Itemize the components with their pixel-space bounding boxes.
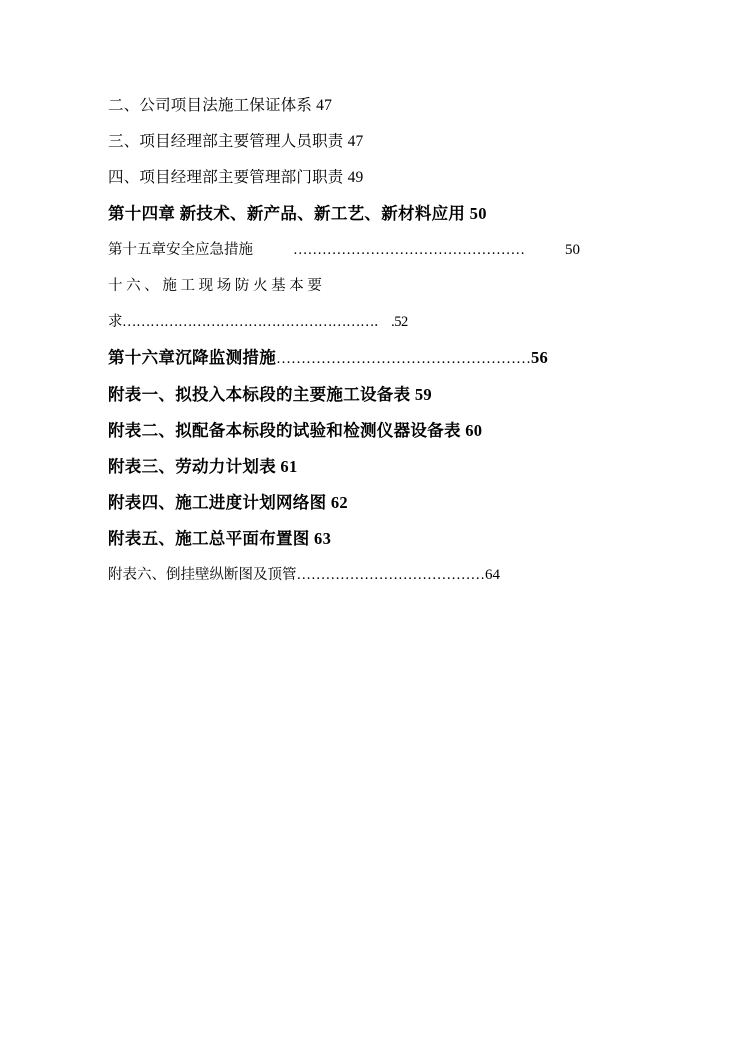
toc-leader: ………………………………… [296, 567, 485, 583]
toc-entry: 二、公司项目法施工保证体系 47 [108, 97, 333, 114]
table-of-contents [108, 88, 648, 593]
toc-entry-appendix-5: 附表五、施工总平面布置图 63 [108, 529, 332, 548]
toc-entry: 三、项目经理部主要管理人员职责 47 [108, 133, 364, 150]
toc-entry-chapter-14: 第十四章 新技术、新产品、新工艺、新材料应用 50 [108, 204, 487, 223]
toc-entry-appendix-2: 附表二、拟配备本标段的试验和检测仪器设备表 60 [108, 421, 483, 440]
toc-entry-chapter-15 [108, 232, 648, 268]
toc-page-number: 64 [485, 567, 500, 583]
toc-leader: ………………………………………… [293, 242, 525, 258]
toc-entry: 四、项目经理部主要管理部门职责 49 [108, 169, 364, 186]
toc-leader: …………………………………………… [276, 351, 531, 367]
toc-page-number: 56 [531, 348, 549, 367]
toc-entry-appendix-4: 附表四、施工进度计划网络图 62 [108, 493, 348, 512]
toc-page-number: 50 [565, 242, 580, 258]
toc-entry-label: 附表六、倒挂壁纵断图及顶管 [108, 567, 297, 583]
toc-entry-label: 第十六章沉降监测措施 [108, 348, 276, 367]
toc-entry-chapter-16 [108, 340, 648, 377]
toc-entry-appendix-1: 附表一、拟投入本标段的主要施工设备表 59 [108, 385, 432, 404]
toc-entry-chapter-16-part1: 十 六 、 施 工 现 场 防 火 基 本 要 [108, 278, 322, 294]
toc-entry-chapter-16-part2: 求………………………………………………． .52 [108, 314, 408, 330]
toc-entry-label: 第十五章安全应急措施 [108, 242, 253, 258]
toc-entry-appendix-6 [108, 557, 648, 593]
toc-entry-appendix-3: 附表三、劳动力计划表 61 [108, 457, 298, 476]
